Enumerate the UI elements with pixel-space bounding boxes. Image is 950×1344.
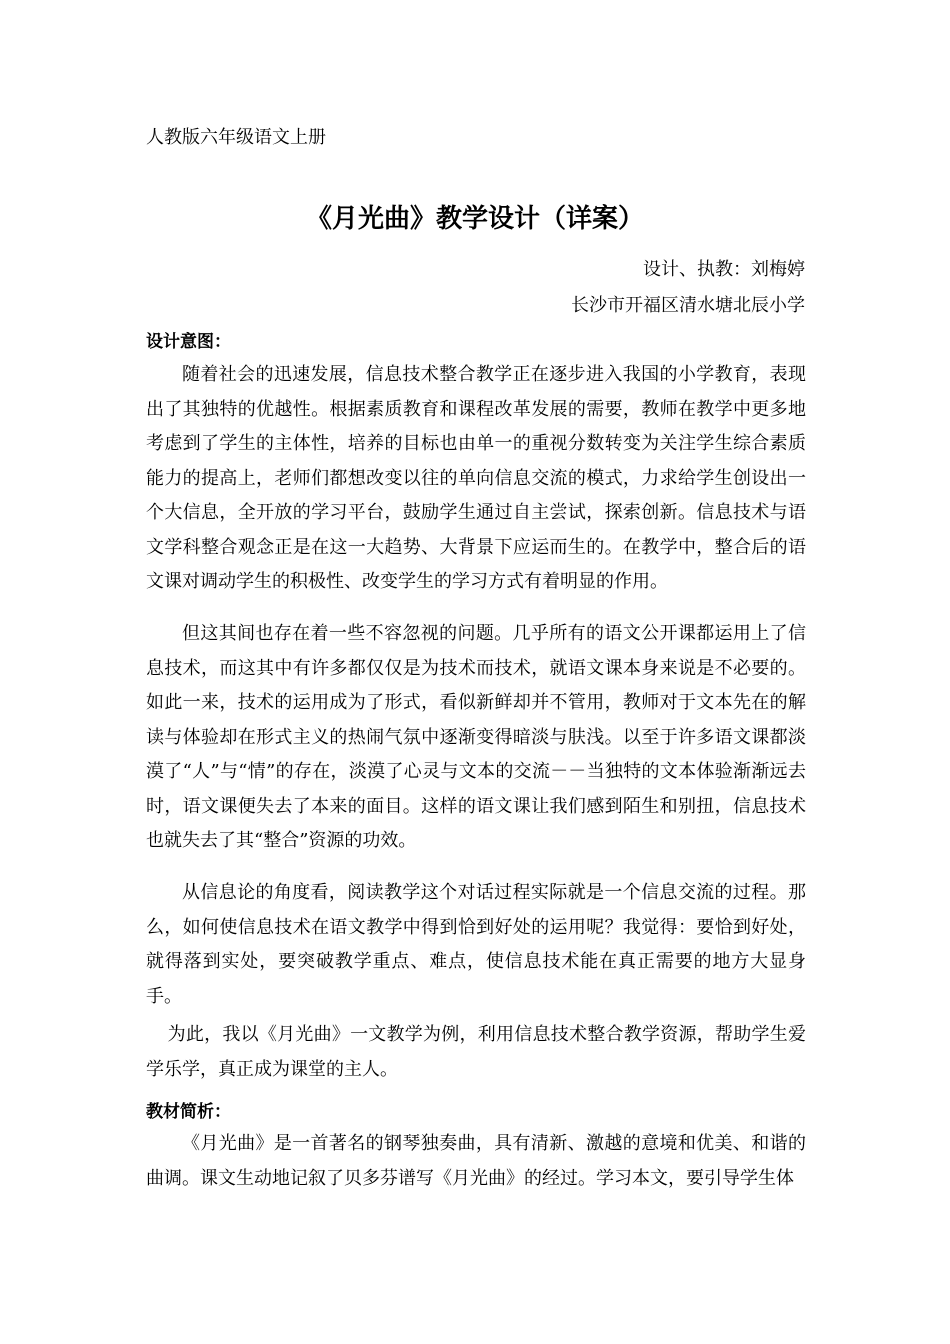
paragraph-design-intent-1: 随着社会的迅速发展，信息技术整合教学正在逐步进入我国的小学教育，表现出了其独特的优越性。根据素质教育和课程改革发展的需要，教师在教学中更多地考虑到了学生的主体性，培养的目标也由单一的重视分数转变为关注学生综合素质能力的提高上，老师们都想改变以往的单向信息交流的模式，力求给学生创设出一个大信息，全开放的学习平台，鼓励学生通过自主尝试，探索创新。信息技术与语文学科整合观念正是在这一大趋势、大背景下应运而生的。在教学中，整合后的语文课对调动学生的积极性、改变学生的学习方式有着明显的作用。 <box>146 364 806 592</box>
paragraph-textbook-analysis-1: 《月光曲》是一首著名的钢琴独奏曲，具有清新、激越的意境和优美、和谐的曲调。课文生动地记叙了贝多芬谱写《月光曲》的经过。学习本文，要引导学生体 <box>146 1133 806 1189</box>
page-title: 《月光曲》教学设计（详案） <box>305 204 644 234</box>
paragraph-design-intent-3: 从信息论的角度看，阅读教学这个对话过程实际就是一个信息交流的过程。那么，如何使信息技术在语文教学中得到恰到好处的运用呢？我觉得：要恰到好处，就得落到实处，要突破教学重点、难点，使信息技术能在真正需要的地方大显身手。 <box>146 882 806 1007</box>
paragraph-design-intent-2: 但这其间也存在着一些不容忽视的问题。几乎所有的语文公开课都运用上了信息技术，而这其中有许多都仅仅是为技术而技术，就语文课本身来说是不必要的。如此一来，技术的运用成为了形式，看似新鲜却并不管用，教师对于文本先在的解读与体验却在形式主义的热闹气氛中逐渐变得暗淡与肤浅。以至于许多语文课都淡漠了“人”与“情”的存在，淡漠了心灵与文本的交流－－当独特的文本体验渐渐远去时，语文课便失去了本来的面目。这样的语文课让我们感到陌生和别扭，信息技术也就失去了其“整合”资源的功效。 <box>146 623 806 851</box>
designer-byline: 设计、执教：刘梅婷 <box>643 259 805 280</box>
school-byline: 长沙市开福区清水塘北辰小学 <box>571 295 805 316</box>
paragraph-design-intent-4: 为此，我以《月光曲》一文教学为例，利用信息技术整合教学资源，帮助学生爱学乐学，真正成为课堂的主人。 <box>146 1024 806 1080</box>
textbook-edition-note: 人教版六年级语文上册 <box>146 127 326 148</box>
section-heading-textbook-analysis: 教材简析： <box>146 1102 231 1122</box>
section-heading-design-intent: 设计意图： <box>146 332 231 352</box>
